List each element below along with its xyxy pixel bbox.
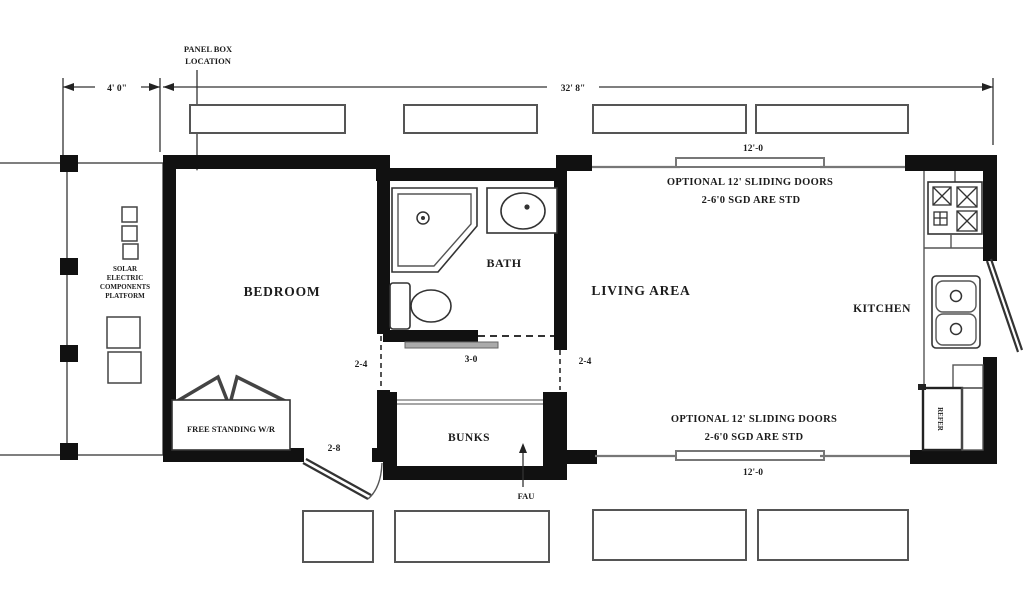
window-bottom-3 [593,510,746,560]
platform-post [60,345,78,362]
bath-sink [501,193,545,229]
wall-bedroom-top [163,155,390,169]
dim-door-bath: 3-0 [464,355,478,365]
dim-door-entry: 2-8 [327,444,341,454]
window-bottom-4 [758,510,908,560]
wall-bedroom-right-upper [377,162,390,334]
room-label-living: LIVING AREA [591,283,691,298]
dimension-4ft [63,78,160,158]
bedroom-fixtures [172,377,290,450]
sliding-door-top [592,158,905,167]
dim-door-hall-right: 2-4 [578,357,592,367]
bunks-fixtures [397,400,543,404]
solar-platform [0,155,163,460]
window-bottom-1 [303,511,373,562]
solar-label-4: PLATFORM [105,292,145,300]
solar-platform-box [107,317,140,348]
window-top-4 [756,105,908,133]
wall-living-bottom-left [557,450,597,464]
pocket-door [405,342,498,348]
panel-box-label-1: PANEL BOX [183,44,233,54]
solar-label-3: COMPONENTS [99,283,151,291]
shower [392,188,477,272]
wall-bath-top [376,168,566,181]
wall-bath-bottom [383,330,478,342]
slider-bottom-note-2: 2-6'0 SGD ARE STD [704,432,804,443]
platform-post [60,443,78,460]
side-door [987,259,1022,352]
toilet-bowl [411,290,451,322]
dim-slider-top: 12'-0 [742,144,764,154]
labels [244,144,912,478]
wardrobe-hangers [174,377,227,403]
fau-label: FAU [517,491,535,501]
dim-4ft-label: 4' 0" [107,84,127,94]
panel-box-label-2: LOCATION [185,56,231,66]
sliding-door-bottom [595,451,910,460]
toilet-tank [390,283,410,329]
wall-bottom-right [910,450,997,464]
entry-door [303,459,382,499]
solar-component-box [123,244,138,259]
platform-post [60,258,78,275]
solar-component-box [122,226,137,241]
bath-faucet [524,204,529,209]
window-top-3 [593,105,746,133]
refrigerator-label: REFER [936,407,944,431]
room-label-bath: BATH [486,256,522,270]
solar-label-2: ELECTRIC [106,274,144,282]
kitchen-fixtures [918,171,983,450]
slider-top-note-2: 2-6'0 SGD ARE STD [701,195,801,206]
window-bottom-2 [395,511,549,562]
wardrobe-hangers [231,377,289,403]
solar-component-box [122,207,137,222]
window-top-2 [404,105,537,133]
dim-slider-bottom: 12'-0 [742,468,764,478]
room-label-kitchen: KITCHEN [853,303,911,315]
room-label-bedroom: BEDROOM [243,284,321,299]
wall-right-upper [983,157,997,261]
dim-door-hall-left: 2-4 [354,360,368,370]
wall-bunks-bottom [383,466,567,480]
wardrobe-label: FREE STANDING W/R [186,424,276,434]
solar-platform-box [108,352,141,383]
slider-bottom-note-1: OPTIONAL 12' SLIDING DOORS [670,414,838,425]
bath-fixtures [390,188,557,329]
wall-joint-tab [376,155,388,169]
wall-right-lower [983,357,997,464]
slider-top-note-1: OPTIONAL 12' SLIDING DOORS [666,177,834,188]
dim-32ft-label: 32' 8" [560,84,586,94]
window-top-1 [190,105,345,133]
platform-post [60,155,78,172]
room-label-bunks: BUNKS [447,432,491,444]
solar-label-1: SOLAR [112,265,138,273]
